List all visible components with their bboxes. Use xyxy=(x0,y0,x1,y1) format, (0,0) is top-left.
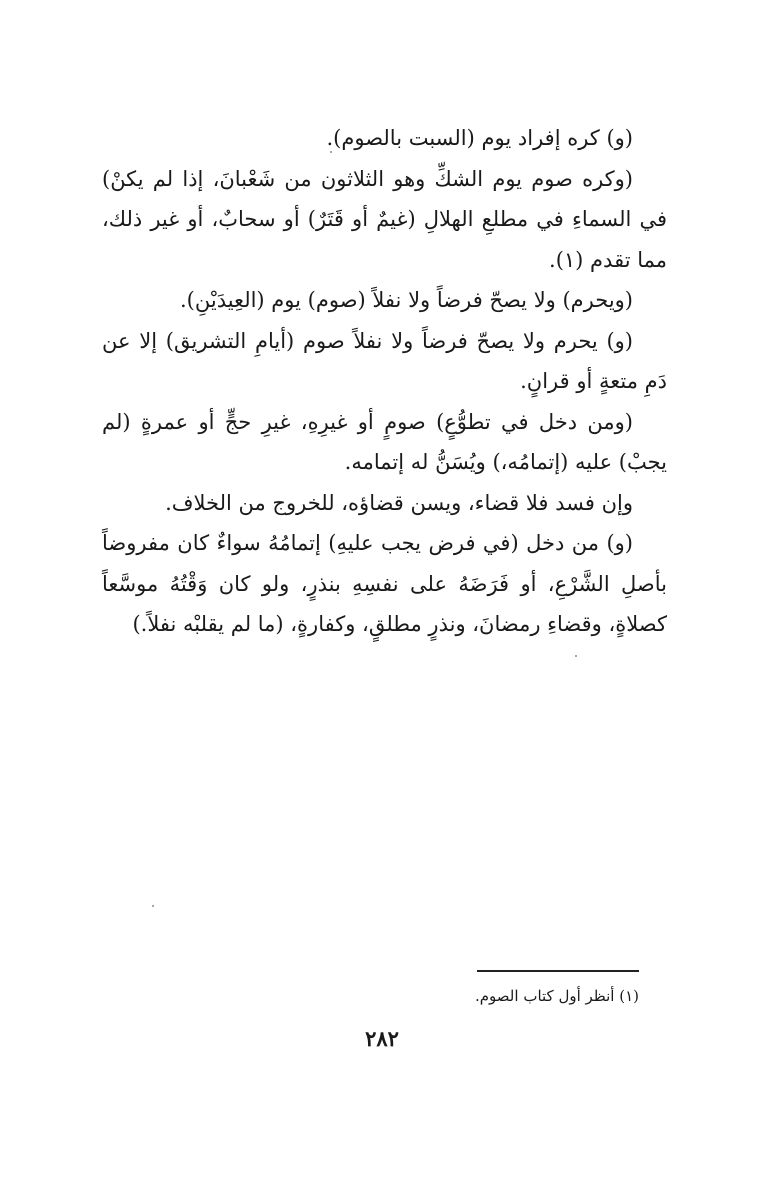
page-number: ٢٨٢ xyxy=(365,1026,399,1051)
paragraph-5: (ومن دخل في تطوُّعٍ) صومٍ أو غيرِهِ، غيرِ حجٍّ أو عمرةٍ (لم يجبْ) عليه (إتمامُه،) ويُسَنُّ له إتمامه. xyxy=(102,409,667,474)
footnote: (١) أنظر أول كتاب الصوم. xyxy=(475,987,639,1005)
paragraph-3: (ويحرم) ولا يصحّ فرضاً ولا نفلاً (صوم) يوم (العِيدَيْنِ). xyxy=(180,288,633,312)
footnote-divider xyxy=(477,970,639,972)
paragraph-1: (و) كره إفراد يوم (السبت بالصوم). xyxy=(326,126,633,150)
paragraph-7: (و) من دخل (في فرض يجب عليهِ) إتمامُهُ سواءٌ كان مفروضاً بأصلِ الشَّرْعِ، أو فَرَضَهُ على نفسِهِ بنذرٍ، ولو كان وَقْتُهُ موسَّعاً كصلاةٍ، وقضاءِ رمضانَ، ونذرٍ مطلقٍ، وكفارةٍ، (ما لم يقلبْه نفلاً.) xyxy=(102,531,667,636)
scan-speck xyxy=(575,655,577,657)
paragraph-6: وإن فسد فلا قضاء، ويسن قضاؤه، للخروج من الخلاف. xyxy=(165,490,633,515)
paragraph-4: (و) يحرم ولا يصحّ فرضاً ولا نفلاً صوم (أيامِ التشريق) إلا عن دَمِ متعةٍ أو قرانٍ. xyxy=(102,328,667,393)
paragraph-2: (وكره صوم يوم الشكِّ وهو الثلاثون من شَعْبانَ، إذا لم يكنْ) في السماءِ في مطلعِ الهلالِ (غيمٌ أو قَتَرٌ) أو سحابٌ، أو غير ذلك، مما تقدم (١). xyxy=(102,166,667,272)
scan-speck xyxy=(152,905,154,907)
main-text xyxy=(102,118,667,645)
scan-speck xyxy=(330,151,332,153)
